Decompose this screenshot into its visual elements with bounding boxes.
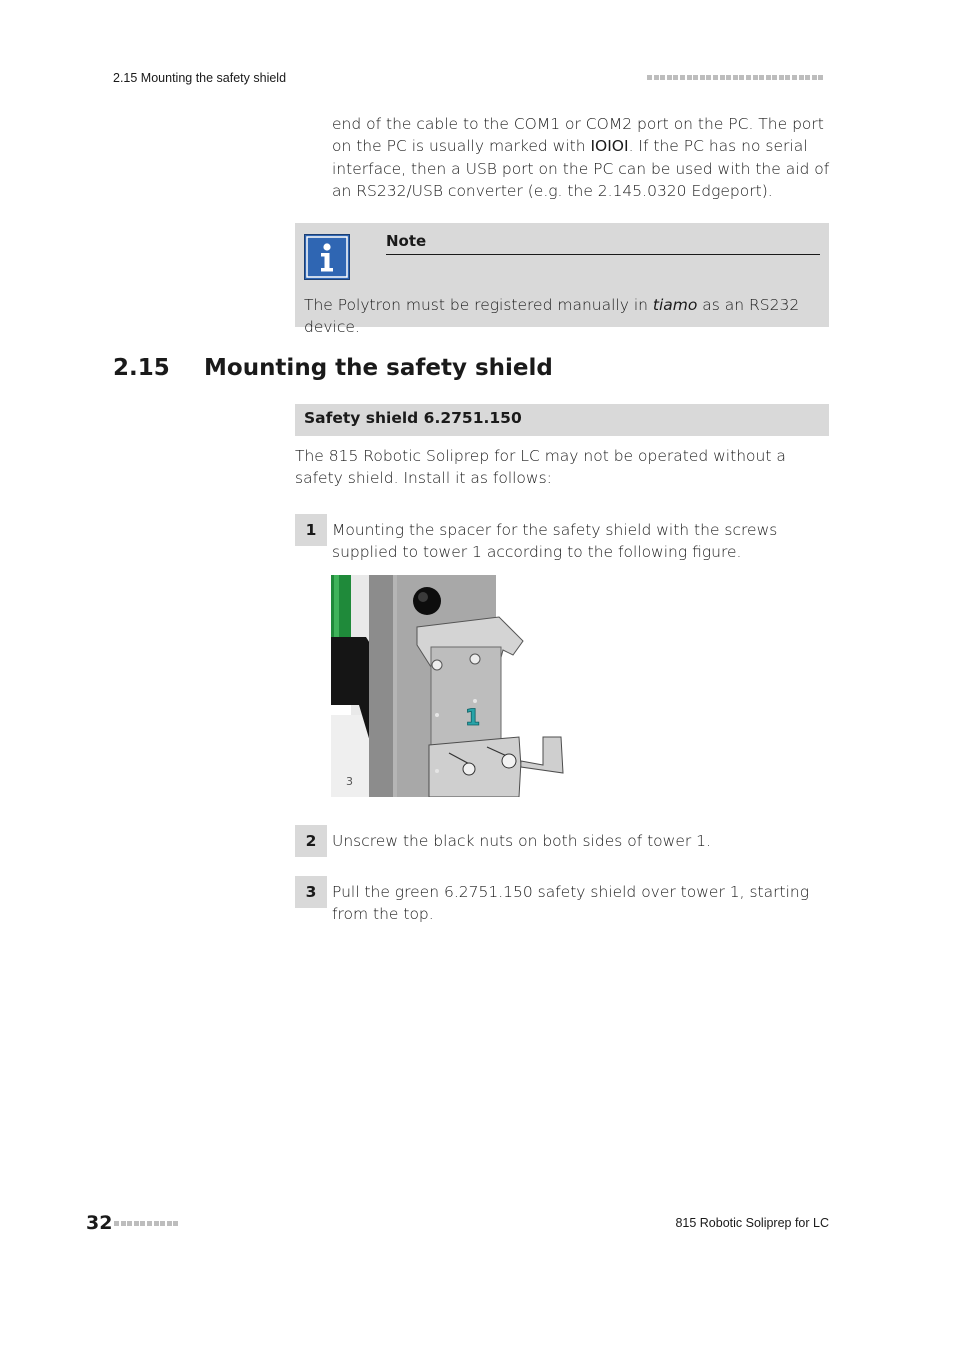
header-dot-rule — [647, 75, 823, 80]
note-text: The Polytron must be registered manually in tiamo as an RS232 device. — [304, 296, 800, 337]
intro-paragraph: The 815 Robotic Soliprep for LC may not be operated without a safety shield. Install it as follows: — [295, 447, 786, 488]
step-number-1: 1 — [295, 514, 327, 546]
section-title: Mounting the safety shield — [204, 355, 553, 381]
step-number-3: 3 — [295, 876, 327, 908]
spacer-mounting-figure — [331, 575, 564, 797]
step-text-3: Pull the green 6.2751.150 safety shield over tower 1, starting from the top. — [332, 883, 810, 924]
step-text-1: Mounting the spacer for the safety shield with the screws supplied to tower 1 according to the following figure. — [332, 521, 778, 562]
step-number-2: 2 — [295, 825, 327, 857]
note-title: Note — [386, 232, 427, 250]
continued-paragraph: end of the cable to the COM1 or COM2 port on the PC. The port on the PC is usually marked with IOIOI. If the PC has no serial interface, then a USB port on the PC can be used with the aid of an RS232/USB converter (e.g. the 2.145.0320 Edgeport). — [332, 115, 830, 201]
section-number: 2.15 — [113, 355, 170, 381]
step-text-2: Unscrew the black nuts on both sides of tower 1. — [332, 832, 711, 850]
subsection-title: Safety shield 6.2751.150 — [304, 409, 522, 427]
footer-product: 815 Robotic Soliprep for LC — [675, 1216, 829, 1230]
tower-label: 3 — [346, 775, 353, 788]
figure-callout: 1 — [465, 706, 481, 731]
running-header: 2.15 Mounting the safety shield — [113, 71, 287, 85]
note-divider — [386, 254, 820, 255]
info-icon — [304, 234, 350, 280]
port-marking: IOIOI — [590, 137, 629, 156]
page-number: 32 — [86, 1212, 113, 1234]
footer-dot-rule — [114, 1221, 178, 1226]
